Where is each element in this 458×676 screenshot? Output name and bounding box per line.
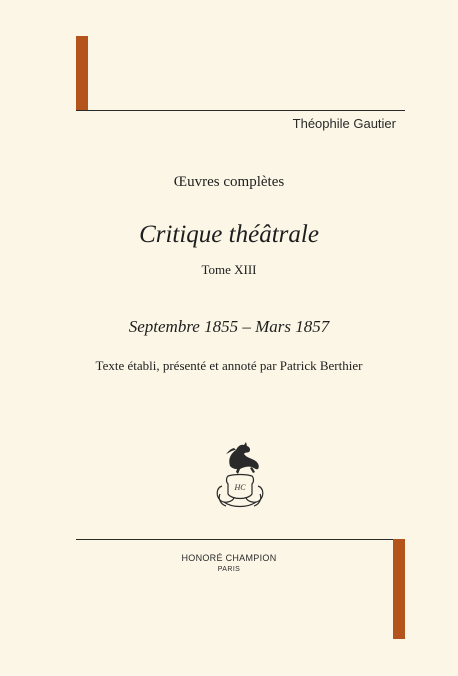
top-rule <box>76 110 405 111</box>
editor-credit: Texte établi, présenté et annoté par Patrick Berthier <box>95 358 363 373</box>
date-range: Septembre 1855 – Mars 1857 <box>128 317 330 336</box>
publisher-city: PARIS <box>217 566 241 573</box>
horse-icon <box>226 442 259 474</box>
volume-number: Tome XIII <box>201 262 257 277</box>
publisher-name: HONORÉ CHAMPION <box>181 553 277 563</box>
publisher-logo <box>208 436 272 510</box>
bottom-rule <box>76 539 405 540</box>
logo-initials: HC <box>234 483 246 492</box>
accent-bar-top <box>76 36 88 111</box>
author-name: Théophile Gautier <box>292 116 396 131</box>
series-title: Œuvres complètes <box>173 174 285 190</box>
book-title: Critique théâtrale <box>139 221 319 248</box>
